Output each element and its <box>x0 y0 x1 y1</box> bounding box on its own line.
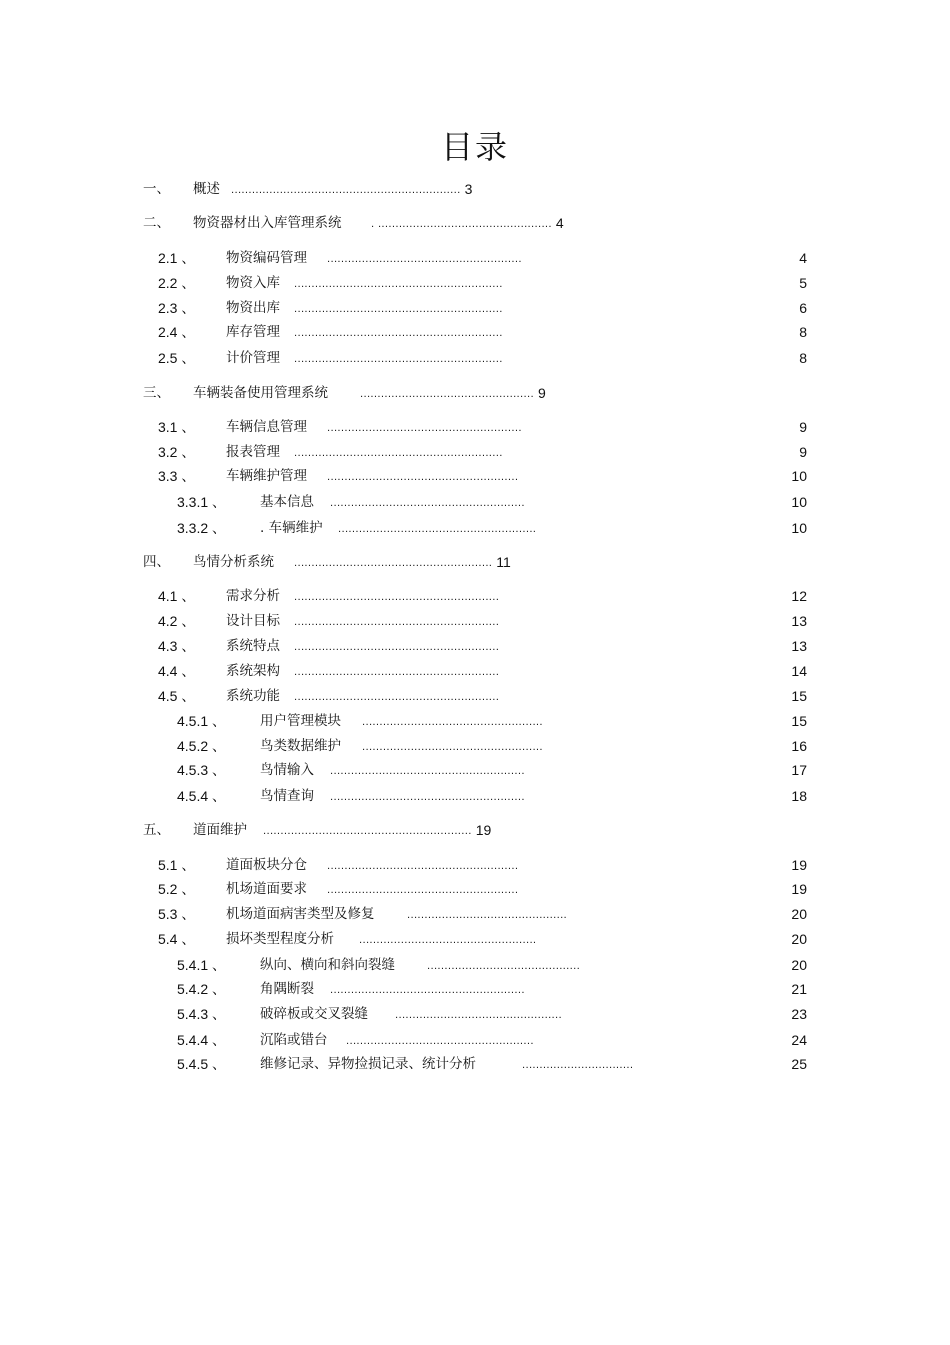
toc-entry[interactable] <box>0 856 950 876</box>
toc-entry[interactable] <box>0 519 950 539</box>
toc-entry-label: 计价管理 <box>226 350 280 366</box>
toc-entry[interactable] <box>0 956 950 976</box>
toc-entry-page: 17 <box>791 762 807 778</box>
toc-entry[interactable] <box>0 787 950 807</box>
toc-entry[interactable] <box>0 180 950 200</box>
toc-entry[interactable] <box>0 737 950 757</box>
toc-entry-page: 4 <box>799 250 807 266</box>
toc-entry-number: 3.3.2 、 <box>177 520 227 536</box>
toc-entry[interactable] <box>0 612 950 632</box>
toc-entry-page: 20 <box>791 931 807 947</box>
toc-entry-leader: ........................................................... <box>294 692 500 703</box>
toc-entry-leader: .................................................. <box>360 389 534 400</box>
toc-entry-number: 4.3 、 <box>158 638 196 654</box>
toc-entry[interactable] <box>0 930 950 950</box>
toc-entry-number: 四、 <box>143 554 170 570</box>
toc-entry[interactable] <box>0 323 950 343</box>
toc-entry-label: 鸟情查询 <box>260 788 314 804</box>
toc-entry-leader: ........................................................... <box>294 642 500 653</box>
toc-entry-label: 报表管理 <box>226 444 280 460</box>
toc-entry-page: 13 <box>791 638 807 654</box>
toc-entry-leader: ............................................................ <box>294 448 503 459</box>
toc-entry-page: 20 <box>791 906 807 922</box>
page-title: 目录 <box>440 128 509 166</box>
toc-entry-number: 5.4 、 <box>158 931 196 947</box>
toc-entry-label: 车辆维护管理 <box>226 468 307 484</box>
toc-entry-leader: ........................................................ <box>327 254 522 265</box>
toc-entry-number: 5.4.4 、 <box>177 1032 227 1048</box>
toc-entry-page: 16 <box>791 738 807 754</box>
toc-entry-number: 5.4.5 、 <box>177 1056 227 1072</box>
toc-entry-leader: ........................................................ <box>330 498 525 509</box>
toc-entry[interactable] <box>0 274 950 294</box>
toc-entry[interactable] <box>0 980 950 1000</box>
toc-entry-page: 10 <box>791 520 807 536</box>
toc-entry-number: 4.5.4 、 <box>177 788 227 804</box>
toc-entry[interactable] <box>0 687 950 707</box>
toc-entry[interactable] <box>0 1005 950 1025</box>
toc-entry-number: 2.5 、 <box>158 350 196 366</box>
toc-entry[interactable] <box>0 349 950 369</box>
toc-entry-page: 14 <box>791 663 807 679</box>
toc-entry-page: 25 <box>791 1056 807 1072</box>
toc-entry-page: 19 <box>475 822 492 838</box>
toc-entry[interactable] <box>0 443 950 463</box>
toc-entry-page: 4 <box>555 215 564 231</box>
toc-entry-number: 5.2 、 <box>158 881 196 897</box>
toc-entry-page: 12 <box>791 588 807 604</box>
toc-entry-label: 损坏类型程度分析 <box>226 931 334 947</box>
toc-entry-label: 概述 <box>193 181 220 197</box>
toc-entry-label: 物资出库 <box>226 300 280 316</box>
toc-entry-label: 系统功能 <box>226 688 280 704</box>
toc-entry-number: 4.2 、 <box>158 613 196 629</box>
toc-entry-leader: ............................................................ <box>294 328 503 339</box>
toc-entry[interactable] <box>0 299 950 319</box>
toc-entry-leader: ........................................................ <box>330 766 525 777</box>
toc-entry-page: 10 <box>791 468 807 484</box>
toc-entry-label: 库存管理 <box>226 324 280 340</box>
toc-entry-page: 20 <box>791 957 807 973</box>
toc-entry-number: 一、 <box>143 181 170 197</box>
toc-entry-label: 需求分析 <box>226 588 280 604</box>
toc-entry-leader: ................................................... <box>359 935 537 946</box>
toc-entry-page: 11 <box>496 554 511 570</box>
toc-entry-number: 5.3 、 <box>158 906 196 922</box>
toc-entry-label: 机场道面病害类型及修复 <box>226 906 375 922</box>
toc-entry[interactable] <box>0 712 950 732</box>
toc-entry[interactable] <box>0 249 950 269</box>
toc-entry-page: 19 <box>791 881 807 897</box>
toc-entry-label: 角隅断裂 <box>260 981 314 997</box>
toc-entry-number: 2.2 、 <box>158 275 196 291</box>
toc-entry-label: 系统特点 <box>226 638 280 654</box>
toc-entry-number: 五、 <box>143 822 170 838</box>
toc-entry[interactable] <box>0 214 950 234</box>
toc-entry-number: 5.4.1 、 <box>177 957 227 973</box>
toc-entry-leader: ....................................................... <box>327 861 519 872</box>
toc-entry-number: 三、 <box>143 385 170 401</box>
toc-entry-label: 鸟情分析系统 <box>193 554 274 570</box>
toc-entry-page: 9 <box>799 444 807 460</box>
toc-entry[interactable] <box>0 493 950 513</box>
toc-entry-leader: ......................................................... <box>338 524 537 535</box>
toc-entry-leader: ............................................................ <box>294 279 503 290</box>
toc-entry-number: 2.3 、 <box>158 300 196 316</box>
toc-entry-number: 4.5.1 、 <box>177 713 227 729</box>
toc-entry[interactable] <box>0 467 950 487</box>
toc-entry-number: 3.1 、 <box>158 419 196 435</box>
toc-entry-label: 道面维护 <box>193 822 247 838</box>
toc-entry[interactable] <box>0 418 950 438</box>
toc-entry-leader: ........................................................ <box>330 985 525 996</box>
toc-entry-leader: ............................................................ <box>263 826 472 837</box>
toc-entry[interactable] <box>0 880 950 900</box>
toc-entry-page: 8 <box>799 350 807 366</box>
toc-entry-label: 维修记录、异物捡损记录、统计分析 <box>260 1056 476 1072</box>
toc-entry-label: 系统架构 <box>226 663 280 679</box>
toc-entry-leader: ............................................................ <box>294 354 503 365</box>
toc-entry-number: 4.4 、 <box>158 663 196 679</box>
toc-entry-leader: ........................................................ <box>330 792 525 803</box>
toc-entry-leader: ............................................................ <box>294 304 503 315</box>
toc-entry-page: 9 <box>537 385 546 401</box>
toc-entry-number: 3.3.1 、 <box>177 494 227 510</box>
toc-entry-number: 3.2 、 <box>158 444 196 460</box>
toc-entry-label: 物资编码管理 <box>226 250 307 266</box>
toc-entry-page: 19 <box>791 857 807 873</box>
toc-entry-leader: .................................................................. <box>231 185 461 196</box>
toc-entry-number: 4.5.2 、 <box>177 738 227 754</box>
toc-entry-label: 鸟类数据维护 <box>260 738 341 754</box>
toc-entry[interactable] <box>0 553 950 573</box>
toc-entry-leader: ............................................ <box>427 961 581 972</box>
toc-entry-label: 机场道面要求 <box>226 881 307 897</box>
toc-entry-leader: .................................................... <box>362 742 543 753</box>
toc-entry-number: 5.1 、 <box>158 857 196 873</box>
toc-entry-number: 2.4 、 <box>158 324 196 340</box>
toc-entry-page: 8 <box>799 324 807 340</box>
toc-entry-leader: ................................ <box>522 1060 634 1071</box>
toc-entry-label: 用户管理模块 <box>260 713 341 729</box>
toc-entry[interactable] <box>0 1055 950 1075</box>
toc-entry-page: 24 <box>791 1032 807 1048</box>
toc-entry[interactable] <box>0 905 950 925</box>
toc-entry-page: 6 <box>799 300 807 316</box>
toc-entry-number: 2.1 、 <box>158 250 196 266</box>
toc-entry[interactable] <box>0 662 950 682</box>
toc-entry-leader: ........................................................... <box>294 592 500 603</box>
toc-entry-page: 15 <box>791 688 807 704</box>
toc-entry-number: 4.5 、 <box>158 688 196 704</box>
toc-entry-leader: ........................................................... <box>294 667 500 678</box>
toc-entry-page: 21 <box>791 981 807 997</box>
toc-entry-label: 纵向、横向和斜向裂缝 <box>260 957 395 973</box>
toc-entry-page: 18 <box>791 788 807 804</box>
toc-entry-label: 物资器材出入库管理系统 <box>193 215 342 231</box>
toc-entry[interactable] <box>0 384 950 404</box>
toc-entry-label: 车辆信息管理 <box>226 419 307 435</box>
toc-entry-page: 3 <box>464 181 473 197</box>
toc-entry-number: 5.4.2 、 <box>177 981 227 997</box>
toc-entry-page: 9 <box>799 419 807 435</box>
toc-entry-label: 物资入库 <box>226 275 280 291</box>
toc-entry[interactable] <box>0 761 950 781</box>
toc-entry-leader: ........................................................... <box>294 617 500 628</box>
toc-entry-label: 道面板块分仓 <box>226 857 307 873</box>
toc-entry-label: 车辆装备使用管理系统 <box>193 385 328 401</box>
toc-entry-number: 5.4.3 、 <box>177 1006 227 1022</box>
toc-entry-leader: .............................................. <box>407 910 568 921</box>
toc-entry-leader: ....................................................... <box>327 885 519 896</box>
toc-entry-page: 15 <box>791 713 807 729</box>
toc-entry-number: 4.5.3 、 <box>177 762 227 778</box>
toc-entry-page: 13 <box>791 613 807 629</box>
toc-entry-number: 4.1 、 <box>158 588 196 604</box>
toc-entry-leader: ........................................................ <box>327 423 522 434</box>
toc-entry[interactable] <box>0 637 950 657</box>
toc-entry-page: 5 <box>799 275 807 291</box>
toc-entry-leader: ......................................................... <box>294 558 493 569</box>
toc-entry-label: 鸟情输入 <box>260 762 314 778</box>
toc-entry-label: 沉陷或错台 <box>260 1032 328 1048</box>
toc-entry-leader: ................................................ <box>395 1010 562 1021</box>
toc-entry-leader: . .................................................. <box>371 219 552 230</box>
toc-entry-leader: ....................................................... <box>327 472 519 483</box>
toc-entry-label: 设计目标 <box>226 613 280 629</box>
toc-entry[interactable] <box>0 1031 950 1051</box>
toc-entry-page: 10 <box>791 494 807 510</box>
toc-entry[interactable] <box>0 587 950 607</box>
toc-entry-label: 破碎板或交叉裂缝 <box>260 1006 368 1022</box>
toc-entry-number: 二、 <box>143 215 170 231</box>
toc-entry[interactable] <box>0 821 950 841</box>
toc-entry-label: 基本信息 <box>260 494 314 510</box>
toc-entry-number: 3.3 、 <box>158 468 196 484</box>
toc-entry-leader: ...................................................... <box>346 1036 534 1047</box>
toc-entry-leader: .................................................... <box>362 717 543 728</box>
toc-entry-page: 23 <box>791 1006 807 1022</box>
toc-entry-label: . 车辆维护 <box>260 520 323 536</box>
